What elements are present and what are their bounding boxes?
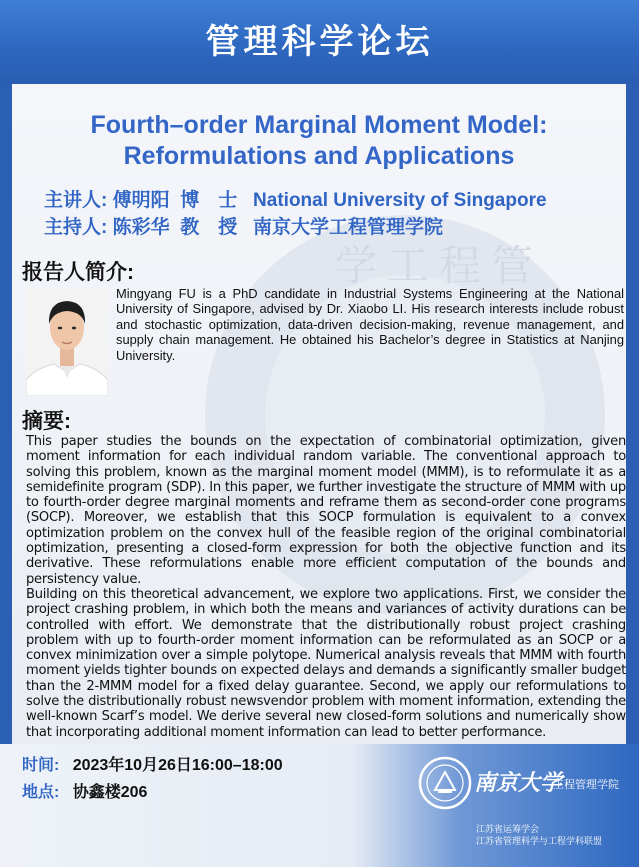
bio-text: Mingyang FU is a PhD candidate in Industrial Systems Engineering at the National University of Singapore, advised by Dr. Xiaobo LI. His research interests include robust and stochastic optimization, data-driven decision-making, revenue management, and supply chain management. He obtained his Bachelor’s degree in Statistics at Nanjing University. bbox=[116, 286, 624, 363]
speaker-title: 博 士 bbox=[180, 190, 238, 211]
university-name: 南京大学 bbox=[474, 770, 563, 796]
speaker-photo bbox=[26, 288, 108, 396]
header-banner bbox=[0, 0, 639, 84]
org-line-1: 江苏省运筹学会 bbox=[476, 824, 540, 834]
abstract-paragraph-1: This paper studies the bounds on the expectation of combinatorial optimization, given moment information for each individual random variable. The conventional approach to solving this problem, known as the marginal moment model (MMM), is to reformulate it as a semidefinite program (SDP). In this paper, we further investigate the structure of MMM with up to fourth-order degree marginal moments and reframe them as second-order cone programs (SOCP). Moreover, we establish that this SOCP formulation is equivalent to a convex optimization problem on the convex hull of the feasible region of the original combinatorial optimization, presenting a closed-form expression for both the objective function and its derivative. These reformulations enable more efficient computation of the bounds and persistency value. bbox=[26, 434, 626, 587]
host-name: 陈彩华 bbox=[112, 217, 170, 238]
org-line-2: 江苏省管理科学与工程学科联盟 bbox=[476, 836, 603, 846]
talk-title bbox=[12, 110, 626, 172]
speaker-name: 傅明阳 bbox=[112, 190, 170, 211]
time-label: 时间: bbox=[22, 757, 60, 774]
bio-heading: 报告人简介: bbox=[22, 261, 134, 284]
forum-title: 管理科学论坛 bbox=[205, 22, 434, 62]
talk-title-line-1: Fourth–order Marginal Moment Model: bbox=[90, 111, 548, 139]
speaker-line bbox=[44, 185, 547, 212]
seal-lettering: 学工程管 bbox=[335, 241, 544, 290]
time-value: 2023年10月26日16:00–18:00 bbox=[72, 757, 283, 774]
abstract-body bbox=[26, 434, 626, 740]
place-value: 协鑫楼206 bbox=[72, 784, 148, 801]
host-affiliation: 南京大学工程管理学院 bbox=[253, 217, 444, 238]
talk-title-line-2: Reformulations and Applications bbox=[123, 142, 515, 170]
place-label: 地点: bbox=[22, 784, 60, 801]
host-line bbox=[44, 212, 443, 239]
abstract-paragraph-2: Building on this theoretical advancement, we explore two applications. First, we consider the project crashing problem, in which both the means and variances of activity durations can be controlled with effort. We demonstrate that the distributionally robust project crashing problem with up to fourth-order moment information can be reformulated as an SOCP or a convex minimization over a simple polytope. Numerical analysis reveals that MMM with fourth moment yields tighter bounds on expected delays and demands a significantly smaller budget than the 2-MMM model for a fixed delay guarantee. Second, we apply our reformulations to solve the distributionally robust newsvendor problem with moment information, extending the well-known Scarf’s model. We derive several new closed-form solutions and numerically show that incorporating additional moment information can lead to better performance. bbox=[26, 586, 626, 740]
speaker-label: 主讲人: bbox=[44, 190, 108, 211]
host-title: 教 授 bbox=[180, 217, 238, 238]
speaker-affiliation: National University of Singapore bbox=[253, 190, 547, 211]
school-name: 工程管理学院 bbox=[553, 779, 619, 791]
event-time bbox=[22, 752, 283, 775]
host-label: 主持人: bbox=[44, 217, 108, 238]
event-place bbox=[22, 779, 147, 802]
university-emblem-icon bbox=[418, 756, 472, 810]
speaker-portrait-image bbox=[26, 288, 108, 396]
abstract-heading: 摘要: bbox=[22, 410, 71, 433]
